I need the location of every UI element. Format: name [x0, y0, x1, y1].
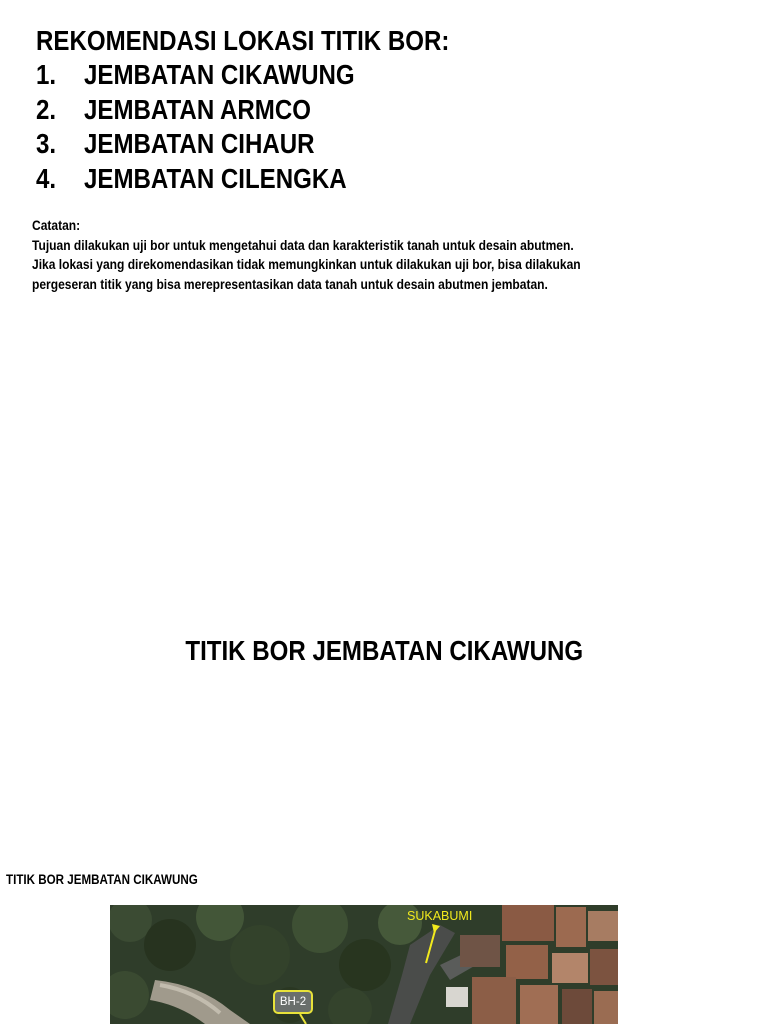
list-item-label: JEMBATAN CIHAUR [84, 128, 315, 160]
borehole-marker: BH-2 [273, 990, 313, 1014]
notes-heading: Catatan: [32, 217, 81, 233]
list-item-number: 2. [36, 93, 57, 125]
notes-block [32, 216, 581, 294]
page-title: REKOMENDASI LOKASI TITIK BOR: [36, 25, 450, 56]
list-item-label: JEMBATAN CILENGKA [84, 163, 347, 195]
section-title-text: TITIK BOR JEMBATAN CIKAWUNG [185, 635, 583, 666]
list-item-number: 4. [36, 163, 57, 195]
list-item-label: JEMBATAN ARMCO [84, 93, 311, 125]
satellite-map [110, 905, 618, 1024]
map-direction-label: SUKABUMI [407, 909, 473, 923]
figure-caption: TITIK BOR JEMBATAN CIKAWUNG [6, 872, 198, 887]
notes-line: Tujuan dilakukan uji bor untuk mengetahui data dan karakteristik tanah untuk desain abutmen. [32, 236, 574, 253]
list-item-number: 3. [36, 128, 57, 160]
satellite-map-image [110, 905, 618, 1024]
notes-line: Jika lokasi yang direkomendasikan tidak memungkinkan untuk dilakukan uji bor, bisa dilakukan [32, 256, 581, 272]
notes-line: pergeseran titik yang bisa merepresentasikan data tanah untuk desain abutmen jembatan. [32, 275, 548, 292]
list-item-label: JEMBATAN CIKAWUNG [84, 59, 355, 90]
list-item-number: 1. [36, 59, 57, 90]
section-title [0, 634, 768, 668]
